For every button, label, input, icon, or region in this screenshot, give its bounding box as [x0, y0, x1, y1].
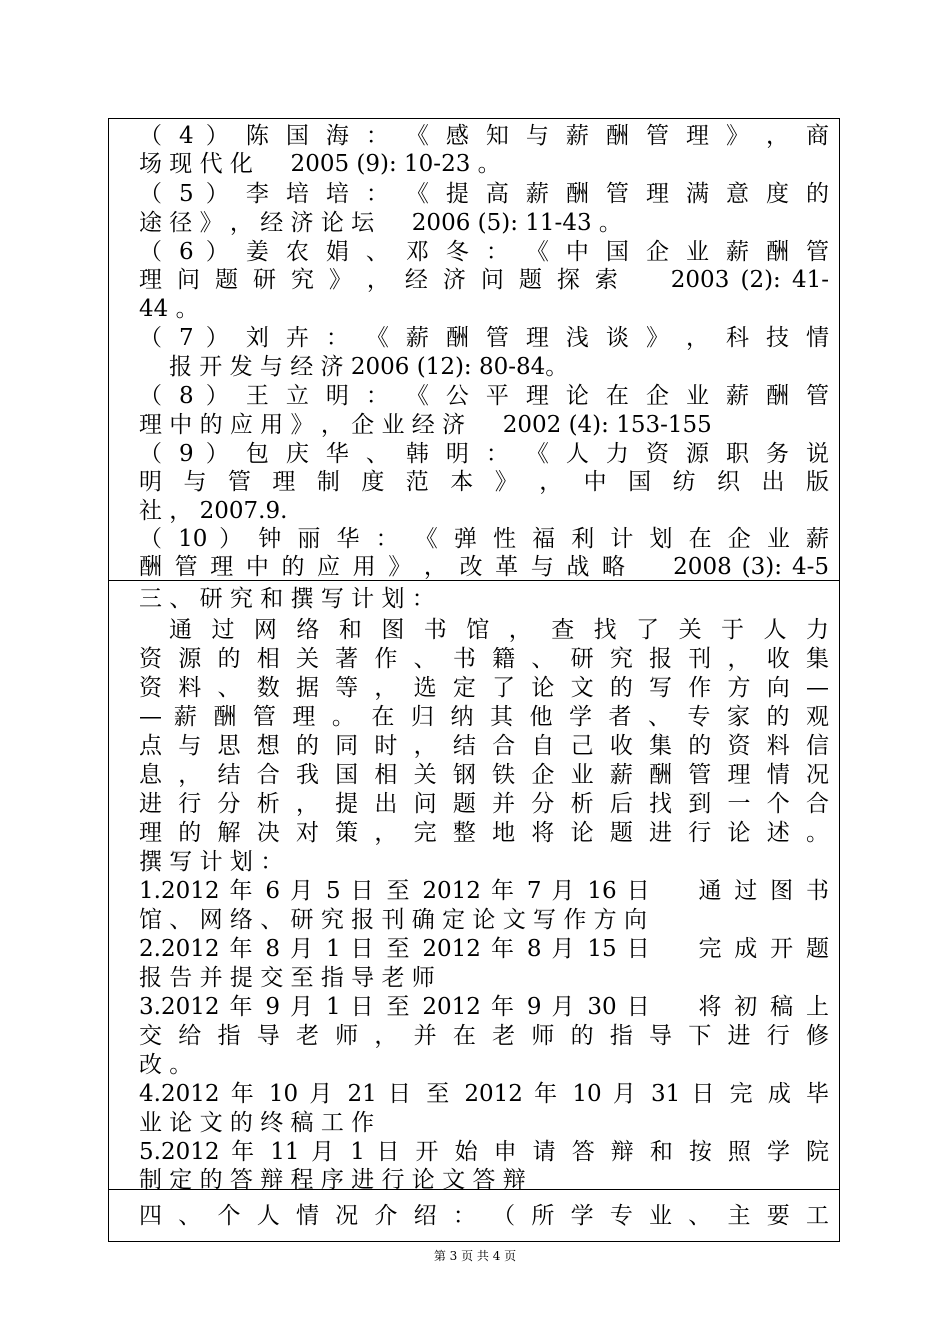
reference-line: （ 4 ） 陈 国 海 ： 《 感 知 与 薪 酬 管 理 》 ， 商	[139, 123, 829, 149]
reference-line: （ 9 ） 包 庆 华 、 韩 明 ： 《 人 力 资 源 职 务 说	[139, 441, 829, 467]
plan-paragraph-line: 进 行 分 析 ， 提 出 问 题 并 分 析 后 找 到 一 个 合	[139, 791, 829, 817]
reference-line: 报 开 发 与 经 济 2006 (12): 80-84。	[169, 354, 569, 380]
section-heading: 四 、 个 人 情 况 介 绍 ： （ 所 学 专 业 、 主 要 工	[139, 1203, 829, 1229]
plan-paragraph-line: 理 的 解 决 对 策 ， 完 整 地 将 论 题 进 行 论 述 。	[139, 820, 829, 846]
schedule-line: 报 告 并 提 交 至 指 导 老 师	[139, 965, 435, 991]
plan-paragraph-line: 息 ， 结 合 我 国 相 关 钢 铁 企 业 薪 酬 管 理 情 况	[139, 762, 829, 788]
schedule-heading: 撰 写 计 划 ：	[139, 849, 284, 875]
plan-section	[109, 581, 839, 1193]
page-number: 第 3 页 共 4 页	[433, 1249, 517, 1263]
schedule-line: 1.2012 年 6 月 5 日 至 2012 年 7 月 16 日 通 过 图 书	[139, 878, 829, 904]
personal-section	[109, 1190, 839, 1243]
reference-line: 场 现 代 化 2005 (9): 10-23 。	[139, 151, 501, 177]
references-section	[109, 119, 839, 581]
reference-line: 44 。	[139, 296, 199, 322]
schedule-line: 馆 、 网 络 、 研 究 报 刊 确 定 论 文 写 作 方 向	[139, 907, 647, 933]
form-table	[108, 118, 840, 1242]
plan-paragraph-line: 点 与 思 想 的 同 时 ， 结 合 自 己 收 集 的 资 料 信	[139, 733, 829, 759]
reference-line: 理 中 的 应 用 》 ， 企 业 经 济 2002 (4): 153-155	[139, 412, 712, 438]
reference-line: （ 7 ） 刘 卉 ： 《 薪 酬 管 理 浅 谈 》 ， 科 技 情	[139, 325, 829, 351]
schedule-line: 交 给 指 导 老 师 ， 并 在 老 师 的 指 导 下 进 行 修	[139, 1023, 829, 1049]
schedule-line: 5.2012 年 11 月 1 日 开 始 申 请 答 辩 和 按 照 学 院	[139, 1139, 829, 1165]
schedule-line: 改 。	[139, 1052, 193, 1078]
reference-line: （ 8 ） 王 立 明 ： 《 公 平 理 论 在 企 业 薪 酬 管	[139, 383, 829, 409]
plan-paragraph-line: 通 过 网 络 和 图 书 馆 ， 查 找 了 关 于 人 力	[169, 617, 829, 643]
reference-line: （ 6 ） 姜 农 娟 、 邓 冬 ： 《 中 国 企 业 薪 酬 管	[139, 239, 829, 265]
schedule-line: 4.2012 年 10 月 21 日 至 2012 年 10 月 31 日 完 成 毕	[139, 1081, 829, 1107]
plan-paragraph-line: 资 料 、 数 据 等 ， 选 定 了 论 文 的 写 作 方 向 —	[139, 675, 829, 701]
reference-line: （ 10 ） 钟 丽 华 ： 《 弹 性 福 利 计 划 在 企 业 薪	[139, 526, 829, 552]
schedule-line: 2.2012 年 8 月 1 日 至 2012 年 8 月 15 日 完 成 开 题	[139, 936, 829, 962]
plan-paragraph-line: — 薪 酬 管 理 。 在 归 纳 其 他 学 者 、 专 家 的 观	[139, 704, 829, 730]
reference-line: （ 5 ） 李 培 培 ： 《 提 高 薪 酬 管 理 满 意 度 的	[139, 181, 829, 207]
plan-paragraph-line: 资 源 的 相 关 著 作 、 书 籍 、 研 究 报 刊 ， 收 集	[139, 646, 829, 672]
reference-line: 途 径 》 ， 经 济 论 坛 2006 (5): 11-43 。	[139, 210, 622, 236]
schedule-line: 制 定 的 答 辩 程 序 进 行 论 文 答 辩	[139, 1167, 526, 1193]
schedule-line: 3.2012 年 9 月 1 日 至 2012 年 9 月 30 日 将 初 稿 上	[139, 994, 829, 1020]
reference-line: 社 ， 2007.9.	[139, 498, 288, 524]
schedule-line: 业 论 文 的 终 稿 工 作	[139, 1110, 375, 1136]
section-heading: 三 、 研 究 和 撰 写 计 划 ：	[139, 586, 435, 612]
reference-line: 酬 管 理 中 的 应 用 》 ， 改 革 与 战 略 2008 (3): 4-5	[139, 554, 829, 580]
reference-line: 明 与 管 理 制 度 范 本 》 ， 中 国 纺 织 出 版	[139, 469, 829, 495]
reference-line: 理 问 题 研 究 》 ， 经 济 问 题 探 索 2003 (2): 41-	[139, 267, 829, 293]
